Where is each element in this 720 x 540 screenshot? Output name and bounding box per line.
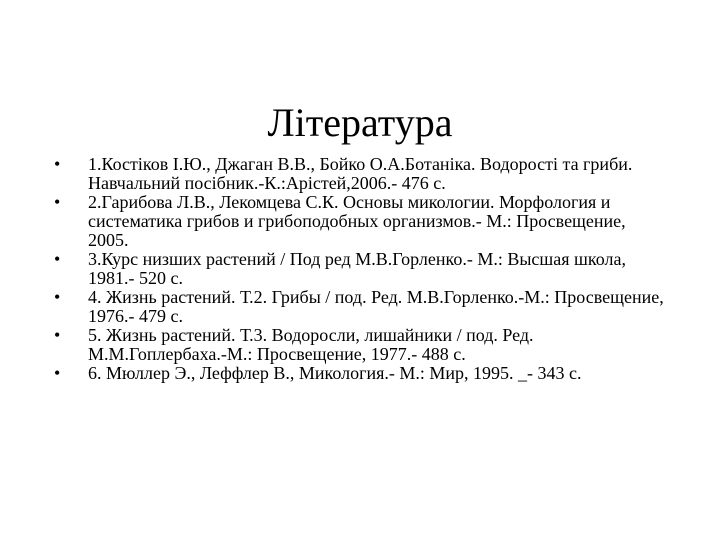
reference-text: 1.Костіков І.Ю., Джаган В.В., Бойко О.А.Ботаніка. Водорості та гриби. Навчальний посібник.-К.:Арістей,2006.- 476 с.	[88, 154, 633, 193]
bullet-icon: •	[54, 363, 61, 383]
reference-text: 3.Курс низших растений / Под ред М.В.Горленко.- М.: Высшая школа, 1981.- 520 с.	[88, 249, 626, 288]
reference-list	[54, 155, 666, 383]
reference-item-5	[54, 326, 666, 364]
slide-title: Література	[267, 99, 453, 145]
bullet-icon: •	[54, 249, 61, 269]
bullet-icon: •	[54, 287, 61, 307]
reference-item-4	[54, 288, 666, 326]
bullet-icon: •	[54, 154, 61, 174]
reference-item-3	[54, 250, 666, 288]
reference-item-6	[54, 364, 666, 383]
reference-item-2	[54, 193, 666, 250]
reference-text: 6. Мюллер Э., Леффлер В., Микология.- М.: Мир, 1995. _- 343 с.	[88, 363, 582, 383]
reference-text: 2.Гарибова Л.В., Лекомцева С.К. Основы микологии. Морфология и систематика грибов и грибоподобных организмов.- М.: Просвещение, 2005.	[88, 192, 626, 250]
bullet-icon: •	[54, 192, 61, 212]
reference-text: 5. Жизнь растений. Т.3. Водоросли, лишайники / под. Ред. М.М.Гоплербаха.-М.: Просвещение, 1977.- 488 с.	[88, 325, 534, 364]
bullet-icon: •	[54, 325, 61, 345]
reference-item-1	[54, 155, 666, 193]
reference-text: 4. Жизнь растений. Т.2. Грибы / под. Ред. М.В.Горленко.-М.: Просвещение, 1976.- 479 с.	[88, 287, 664, 326]
